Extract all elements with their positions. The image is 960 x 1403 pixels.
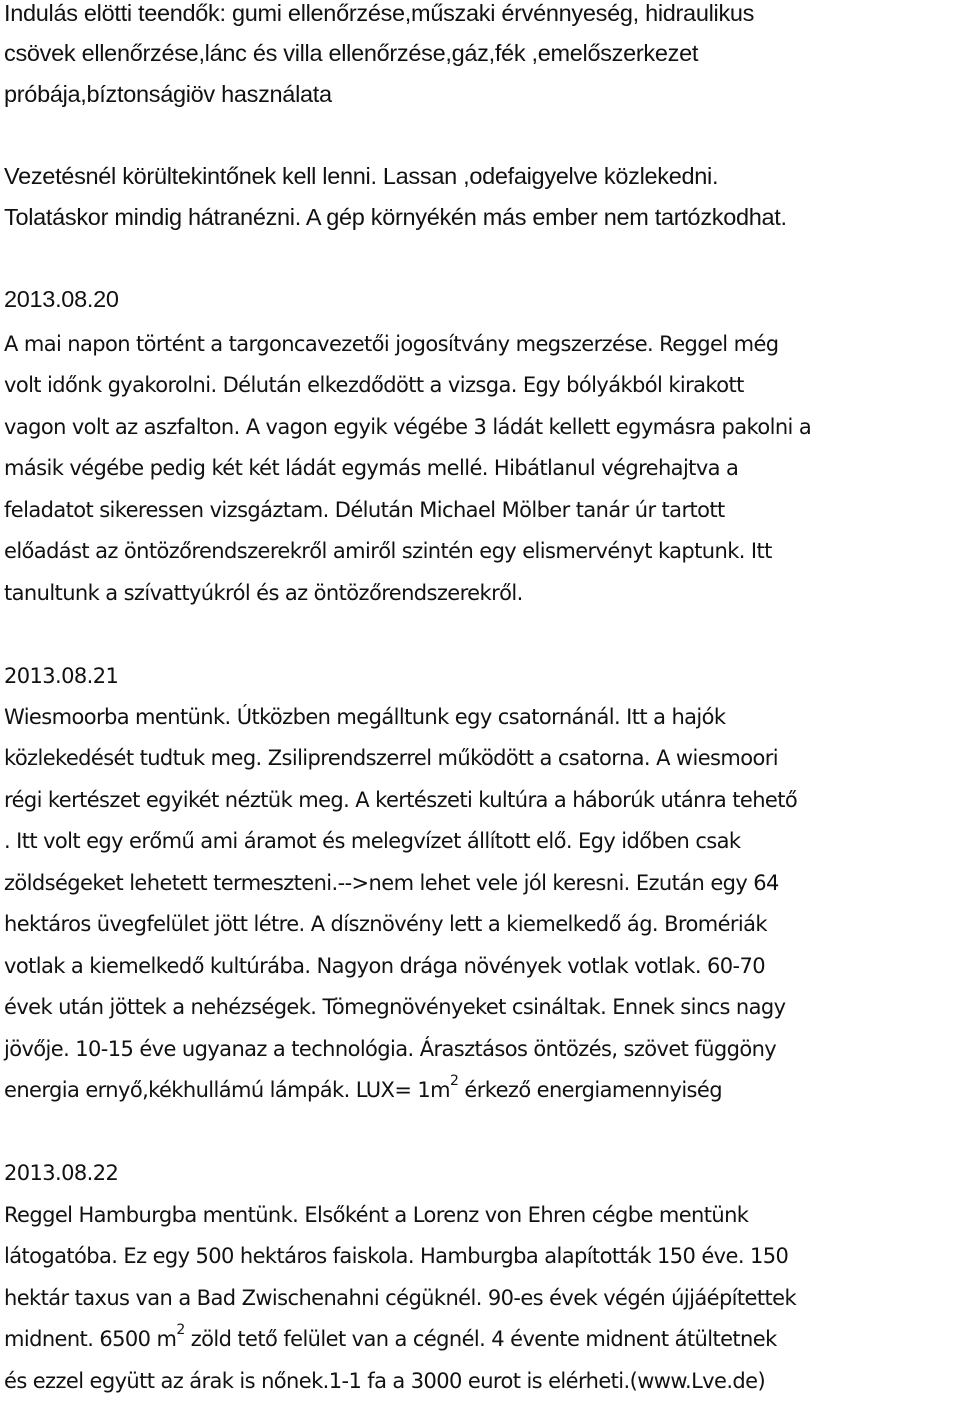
superscript-two: 2 xyxy=(450,1073,459,1089)
day20-line-3: vagon volt az aszfalton. A vagon egyik végébe 3 ládát kellett egymásra pakolni a xyxy=(4,415,812,439)
day20-line-4: másik végébe pedig két két ládát egymás mellé. Hibátlanul végrehajtva a xyxy=(4,456,739,480)
day22-line-3: hektár taxus van a Bad Zwischenahni cégüknél. 90-es évek végén újjáépítettek xyxy=(4,1286,797,1310)
driving-line-1: Vezetésnél körültekintőnek kell lenni. Lassan ,odefaigyelve közlekedni. xyxy=(4,163,719,189)
day21-line-3: régi kertészet egyikét néztük meg. A kertészeti kultúra a háborúk utánra tehető xyxy=(4,788,798,812)
day22-line-2: látogatóba. Ez egy 500 hektáros faiskola. Hamburgba alapították 150 éve. 150 xyxy=(4,1244,789,1268)
intro-line-3: próbája,bíztonságiöv használata xyxy=(4,81,332,107)
day21-line-6: hektáros üvegfelület jött létre. A dísznövény lett a kiemelkedő ág. Bromériák xyxy=(4,912,767,936)
day22-line-5: és ezzel együtt az árak is nőnek.1-1 fa a 3000 eurot is elérheti.(www.Lve.de) xyxy=(4,1369,766,1393)
day20-line-7: tanultunk a szívattyúkról és az öntözőrendszerekről. xyxy=(4,581,523,605)
day21-line-4: . Itt volt egy erőmű ami áramot és melegvízet állított elő. Egy időben csak xyxy=(4,829,741,853)
driving-line-2: Tolatáskor mindig hátranézni. A gép környékén más ember nem tartózkodhat. xyxy=(4,204,787,230)
day21-line-7: votlak a kiemelkedő kultúrába. Nagyon drága növények votlak votlak. 60-70 xyxy=(4,954,766,978)
intro-line-2: csövek ellenőrzése,lánc és villa ellenőrzése,gáz,fék ,emelőszerkezet xyxy=(4,40,699,66)
day22-line-4-tail: zöld tető felület van a cégnél. 4 évente midnent átültetnek xyxy=(184,1327,777,1351)
day21-line-10 xyxy=(4,1073,722,1102)
day22-line-4-text: midnent. 6500 m xyxy=(4,1327,177,1351)
day20-line-6: előadást az öntözőrendszerekről amiről szintén egy elismervényt kaptunk. Itt xyxy=(4,539,772,563)
day20-line-1: A mai napon történt a targoncavezetői jogosítvány megszerzése. Reggel még xyxy=(4,332,779,356)
date-heading-22: 2013.08.22 xyxy=(4,1161,119,1185)
day20-line-5: feladatot sikeressen vizsgáztam. Délután Michael Mölber tanár úr tartott xyxy=(4,498,725,522)
day21-line-10-text: energia ernyő,kékhullámú lámpák. LUX= 1m xyxy=(4,1078,451,1102)
day22-line-1: Reggel Hamburgba mentünk. Elsőként a Lorenz von Ehren cégbe mentünk xyxy=(4,1203,749,1227)
day21-line-9: jövője. 10-15 éve ugyanaz a technológia. Árasztásos öntözés, szövet függöny xyxy=(4,1037,777,1061)
day21-line-10-tail: érkező energiamennyiség xyxy=(458,1078,722,1102)
day21-line-8: évek után jöttek a nehézségek. Tömegnövényeket csináltak. Ennek sincs nagy xyxy=(4,995,786,1019)
day21-line-5: zöldségeket lehetett termeszteni.-->nem lehet vele jól keresni. Ezután egy 64 xyxy=(4,871,779,895)
date-heading-20: 2013.08.20 xyxy=(4,286,119,312)
day22-line-4 xyxy=(4,1322,777,1351)
superscript-two: 2 xyxy=(176,1322,185,1338)
intro-line-1: Indulás elötti teendők: gumi ellenőrzése,műszaki érvénnyeség, hidraulikus xyxy=(4,0,755,26)
day20-line-2: volt időnk gyakorolni. Délután elkezdődött a vizsga. Egy bólyákból kirakott xyxy=(4,373,744,397)
date-heading-21: 2013.08.21 xyxy=(4,664,119,688)
day21-line-1: Wiesmoorba mentünk. Útközben megálltunk egy csatornánál. Itt a hajók xyxy=(4,705,726,729)
day21-line-2: közlekedését tudtuk meg. Zsiliprendszerrel működött a csatorna. A wiesmoori xyxy=(4,746,779,770)
